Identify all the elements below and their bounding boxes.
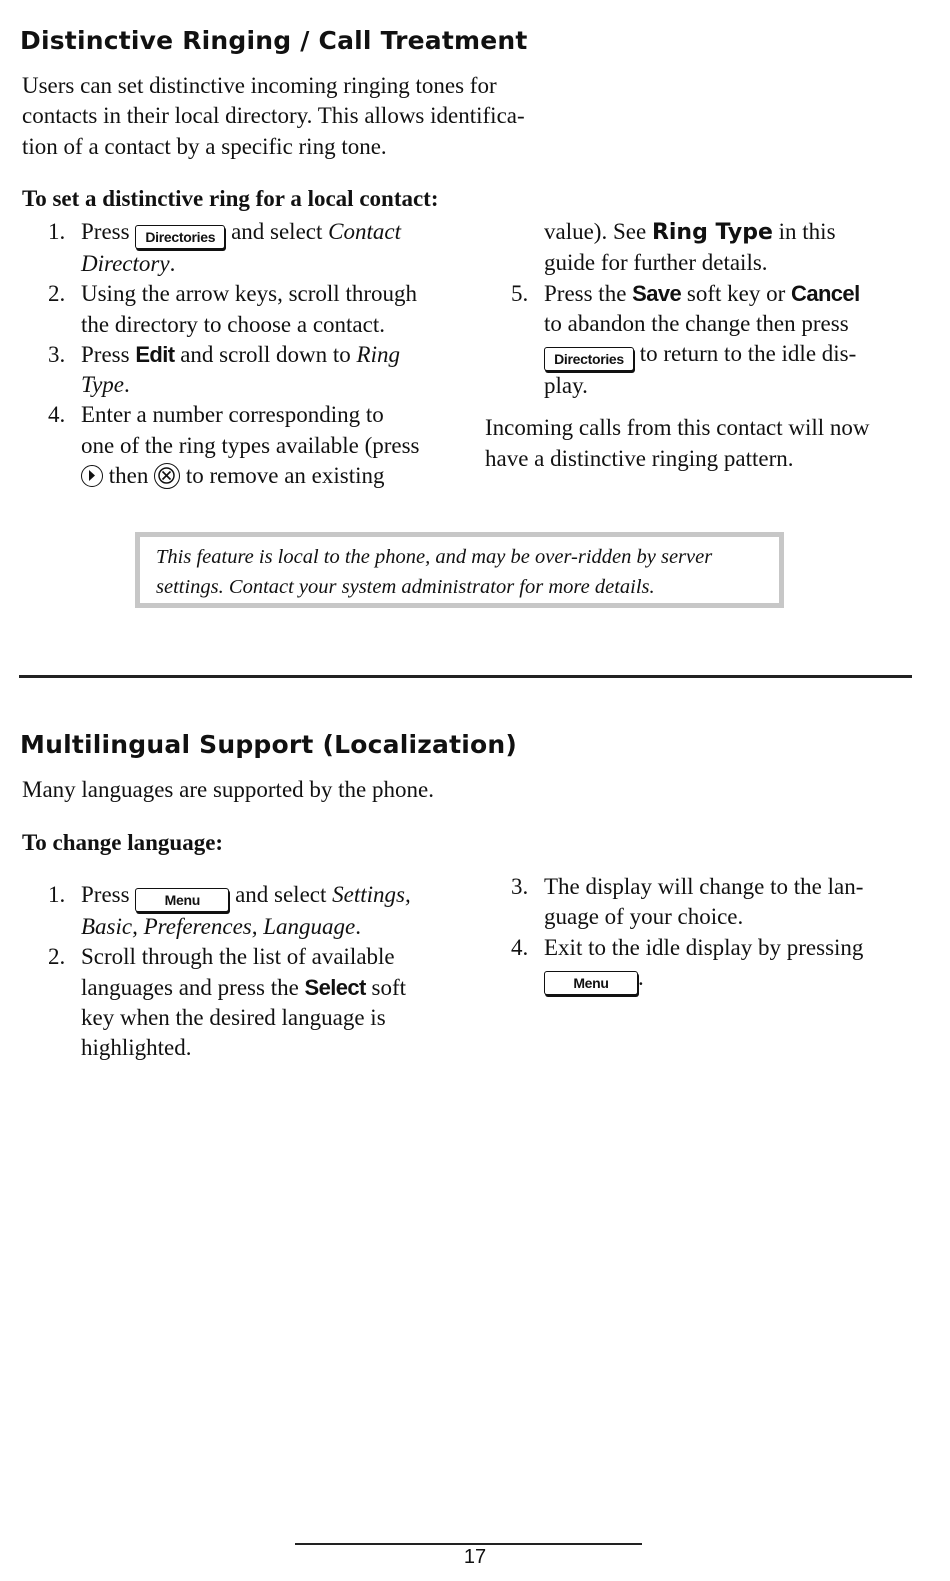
step-text: the directory to choose a contact. — [81, 311, 385, 337]
step-text: Press — [81, 341, 136, 367]
directories-key: Directories — [135, 225, 225, 249]
list-item — [485, 933, 925, 995]
step-number: 3. — [48, 341, 66, 367]
note-box — [135, 532, 784, 608]
outro-line: Incoming calls from this contact will now — [485, 415, 870, 441]
step-text: Enter a number corresponding to — [81, 402, 384, 428]
steps-left-column — [22, 880, 482, 1063]
page-number: 17 — [463, 1546, 487, 1568]
outro-line: have a distinctive ringing pattern. — [485, 445, 794, 471]
step-emphasis: Ring — [356, 341, 400, 367]
step-emphasis: Directory — [81, 251, 170, 276]
subheading-change-language: To change language: — [22, 830, 224, 855]
step-text: one of the ring types available (press — [81, 432, 420, 458]
step-text: . — [355, 914, 361, 939]
step-number: 4. — [48, 402, 66, 428]
step-text: then — [103, 463, 155, 489]
step-emphasis: Basic, Preferences, Language — [81, 914, 356, 939]
directories-key: Directories — [544, 347, 634, 371]
step-text: to abandon the change then press — [544, 310, 849, 336]
step-text: guide for further details. — [544, 250, 768, 276]
step-number: 2. — [48, 281, 66, 307]
select-softkey: Select — [304, 974, 366, 1000]
step-emphasis: Contact — [328, 219, 401, 244]
edit-softkey: Edit — [135, 341, 175, 367]
step-text: value). See — [544, 219, 652, 244]
menu-key: Menu — [544, 971, 638, 995]
step-text: The display will change to the lan- — [544, 874, 864, 899]
step-text: soft key or — [681, 280, 792, 306]
list-item — [22, 942, 482, 1063]
steps-right-column — [485, 872, 925, 995]
clear-x-icon — [154, 463, 180, 489]
section-title-distinctive-ringing: Distinctive Ringing / Call Treatment — [20, 26, 528, 55]
steps-left-column — [22, 217, 482, 491]
step4-continued — [485, 217, 925, 279]
list-item — [22, 400, 482, 491]
step-text: soft — [365, 974, 407, 1000]
step-emphasis: Settings, — [332, 882, 411, 907]
step-text: to remove an existing — [180, 463, 385, 489]
step-text: key when the desired language is — [81, 1004, 386, 1030]
cancel-softkey: Cancel — [791, 280, 860, 306]
note-line: settings. Contact your system administrator for more details. — [156, 576, 655, 598]
menu-key: Menu — [135, 888, 229, 912]
step-text: . — [169, 251, 176, 276]
step-number: 1. — [48, 219, 66, 244]
step-text: highlighted. — [81, 1035, 192, 1061]
intro-paragraph: Many languages are supported by the phone. — [22, 777, 434, 802]
step-text: Press the — [544, 280, 633, 306]
list-item — [22, 340, 482, 401]
outro-paragraph — [485, 413, 925, 474]
list-item — [485, 279, 925, 402]
section-title-multilingual: Multilingual Support (Localization) — [20, 730, 517, 759]
step-text: Press — [81, 219, 130, 244]
right-arrow-icon — [81, 465, 103, 487]
step-text: . — [124, 372, 130, 398]
section-divider — [19, 675, 912, 678]
step-number: 2. — [48, 944, 66, 970]
note-line: This feature is local to the phone, and may be over-ridden by server — [156, 546, 713, 568]
list-item — [22, 217, 482, 279]
step-emphasis: Type — [81, 372, 125, 398]
step-text: guage of your choice. — [544, 904, 744, 930]
intro-line: contacts in their local directory. This allows identifica- — [22, 103, 525, 129]
step-text: and scroll down to — [174, 341, 357, 367]
step-text: Using the arrow keys, scroll through — [81, 281, 417, 307]
intro-line: Users can set distinctive incoming ringing tones for — [22, 73, 497, 98]
step-number: 4. — [511, 934, 529, 960]
intro-line: tion of a contact by a specific ring tone. — [22, 133, 387, 159]
list-item — [22, 880, 482, 942]
step-text: to return to the idle dis- — [634, 341, 857, 367]
step-text: languages and press the — [81, 974, 305, 1000]
step-text: Press — [81, 882, 136, 907]
footer-rule — [295, 1543, 642, 1545]
step-text: Exit to the idle display by pressing — [544, 934, 864, 960]
step-text: in this — [772, 219, 836, 244]
ring-type-reference: Ring Type — [651, 220, 773, 245]
step-number: 5. — [511, 280, 529, 306]
step-text: play. — [544, 373, 588, 399]
step-text: . — [638, 964, 644, 990]
steps-right-column — [485, 217, 925, 474]
list-item — [22, 279, 482, 340]
step-number: 1. — [48, 882, 66, 907]
step-text: Scroll through the list of available — [81, 944, 395, 970]
intro-paragraph — [22, 71, 525, 162]
subheading-set-ring: To set a distinctive ring for a local contact: — [22, 186, 439, 211]
step-text: and select — [225, 219, 329, 244]
list-item — [485, 872, 925, 933]
step-text: and select — [229, 882, 333, 907]
save-softkey: Save — [632, 280, 682, 306]
step-number: 3. — [511, 874, 529, 899]
